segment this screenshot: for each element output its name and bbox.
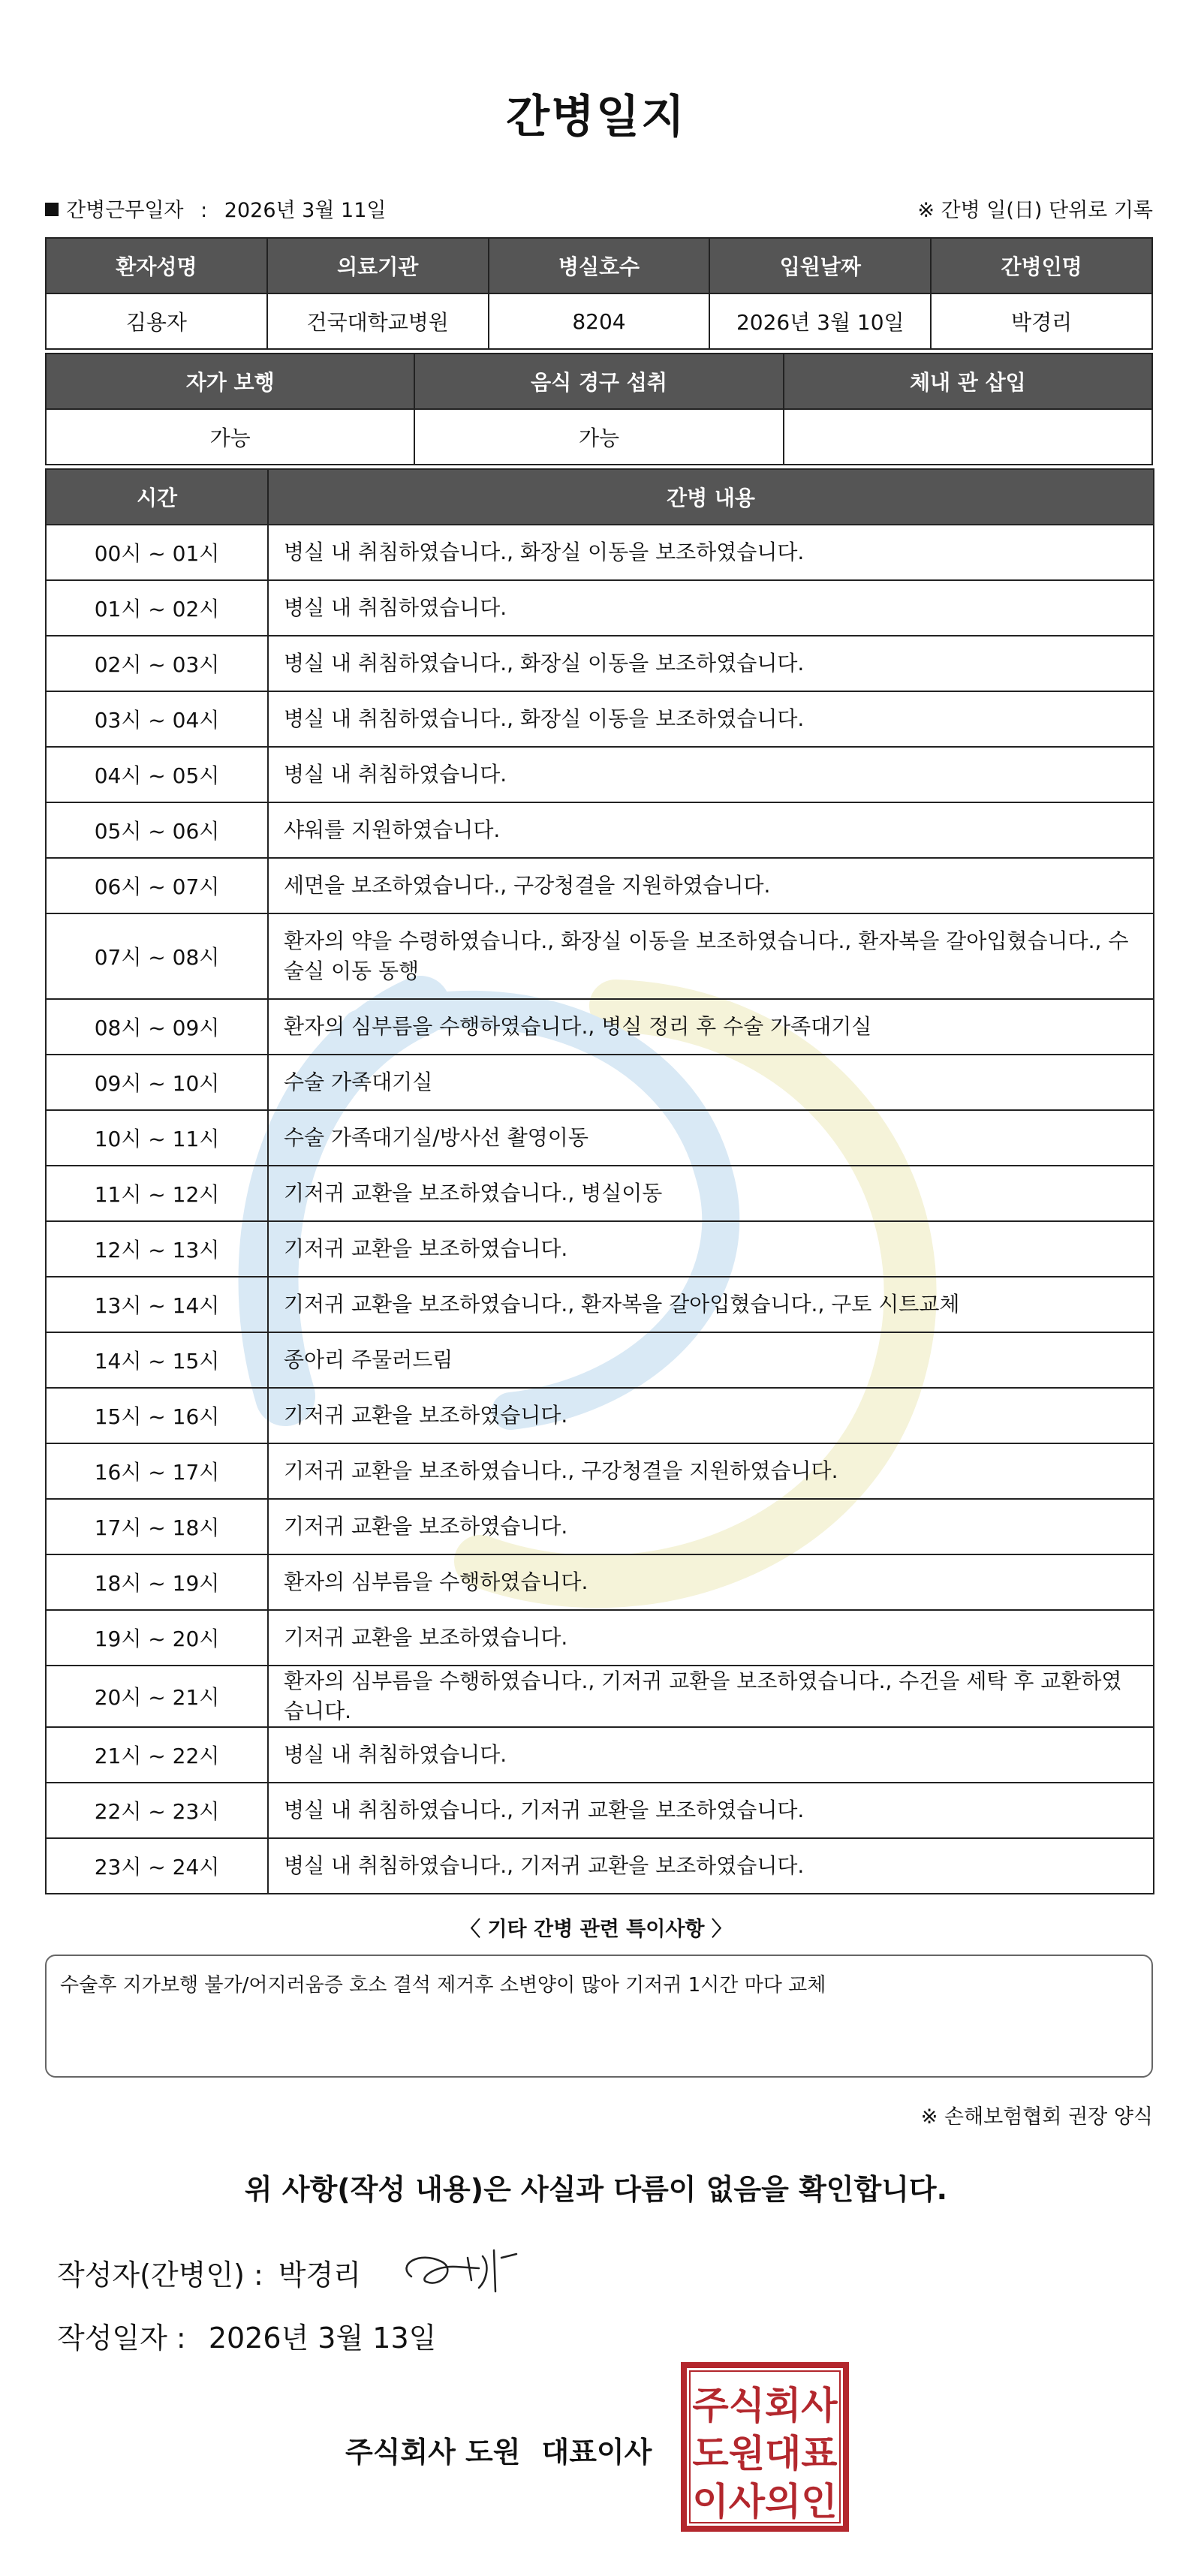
log-time: 01시 ~ 02시 [46,580,268,636]
caregiver-name: 박경리 [931,293,1152,349]
status-header: 음식 경구 섭취 [414,354,783,409]
written-date-label: 작성일자 : [57,2322,186,2355]
company-name: 주식회사 도원 [345,2436,521,2469]
log-time: 05시 ~ 06시 [46,802,268,858]
log-time: 03시 ~ 04시 [46,691,268,747]
log-time: 18시 ~ 19시 [46,1554,268,1610]
log-content: 샤워를 지원하였습니다. [268,802,1154,858]
log-time: 16시 ~ 17시 [46,1443,268,1499]
log-time: 21시 ~ 22시 [46,1727,268,1783]
work-date-value: 2026년 3월 11일 [224,199,387,222]
log-time: 20시 ~ 21시 [46,1666,268,1727]
patient-status-table [45,353,1153,465]
log-row [46,913,1154,999]
remarks-title: 〈 기타 간병 관련 특이사항 〉 [460,1918,732,1941]
log-time: 13시 ~ 14시 [46,1277,268,1332]
log-content: 병실 내 취침하였습니다., 화장실 이동을 보조하였습니다. [268,525,1154,580]
log-time: 19시 ~ 20시 [46,1610,268,1666]
form-note: ※ 손해보험협회 권장 양식 [920,2105,1153,2129]
work-date [45,194,386,223]
written-date-value: 2026년 3월 13일 [208,2322,437,2355]
admission-date: 2026년 3월 10일 [709,293,931,349]
log-row [46,691,1154,747]
log-content: 병실 내 취침하였습니다. [268,747,1154,802]
log-time: 04시 ~ 05시 [46,747,268,802]
log-time: 14시 ~ 15시 [46,1332,268,1388]
log-content: 병실 내 취침하였습니다. [268,1727,1154,1783]
log-row [46,747,1154,802]
log-row [46,1388,1154,1443]
unit-note: ※ 간병 일(日) 단위로 기록 [917,199,1153,222]
log-row [46,1499,1154,1554]
hospital-name: 건국대학교병원 [267,293,489,349]
log-content: 병실 내 취침하였습니다. [268,580,1154,636]
log-content: 병실 내 취침하였습니다., 기저귀 교환을 보조하였습니다. [268,1783,1154,1838]
patient-header: 환자성명 [46,238,267,293]
time-header: 시간 [46,469,268,525]
log-content: 수술 가족대기실 [268,1055,1154,1110]
log-time: 09시 ~ 10시 [46,1055,268,1110]
log-time: 08시 ~ 09시 [46,999,268,1055]
log-content: 세면을 보조하였습니다., 구강청결을 지원하였습니다. [268,858,1154,913]
patient-info-table [45,237,1153,350]
patient-header: 간병인명 [931,238,1152,293]
log-content: 기저귀 교환을 보조하였습니다., 환자복을 갈아입혔습니다., 구토 시트교체 [268,1277,1154,1332]
status-header: 자가 보행 [46,354,414,409]
company-seal [680,2361,850,2532]
log-row [46,1554,1154,1610]
log-content: 환자의 약을 수령하였습니다., 화장실 이동을 보조하였습니다., 환자복을 갈아입혔습니다., 수술실 이동 동행 [268,913,1154,999]
log-content: 환자의 심부름을 수행하였습니다. [268,1554,1154,1610]
log-time: 10시 ~ 11시 [46,1110,268,1166]
content-header: 간병 내용 [268,469,1154,525]
log-content: 환자의 심부름을 수행하였습니다., 기저귀 교환을 보조하였습니다., 수건을 세탁 후 교환하였습니다. [268,1666,1154,1727]
log-content: 기저귀 교환을 보조하였습니다. [268,1388,1154,1443]
remarks-box: 수술후 지가보행 불가/어지러움증 호소 결석 제거후 소변양이 많아 기저귀 1시간 마다 교체 [45,1955,1153,2078]
company-representative: 대표이사 [541,2436,652,2469]
log-content: 병실 내 취침하였습니다., 화장실 이동을 보조하였습니다. [268,636,1154,691]
log-content: 기저귀 교환을 보조하였습니다., 구강청결을 지원하였습니다. [268,1443,1154,1499]
patient-header: 입원날짜 [709,238,931,293]
log-row [46,1443,1154,1499]
room-number: 8204 [489,293,710,349]
log-content: 환자의 심부름을 수행하였습니다., 병실 정리 후 수술 가족대기실 [268,999,1154,1055]
log-row [46,1666,1154,1727]
log-content: 기저귀 교환을 보조하였습니다., 병실이동 [268,1166,1154,1221]
log-row [46,1221,1154,1277]
seal-text-line: 이사의인 [692,2480,838,2523]
log-content: 기저귀 교환을 보조하였습니다. [268,1221,1154,1277]
log-content: 기저귀 교환을 보조하였습니다. [268,1499,1154,1554]
log-row [46,636,1154,691]
seal-text-line: 도원대표 [692,2432,838,2475]
log-time: 12시 ~ 13시 [46,1221,268,1277]
log-time: 22시 ~ 23시 [46,1783,268,1838]
log-time: 00시 ~ 01시 [46,525,268,580]
log-content: 종아리 주물러드림 [268,1332,1154,1388]
log-row [46,802,1154,858]
log-row [46,1838,1154,1894]
patient-header: 병실호수 [489,238,710,293]
care-log-table [45,468,1154,1894]
company-line [345,2429,652,2470]
log-row [46,1166,1154,1221]
log-time: 23시 ~ 24시 [46,1838,268,1894]
log-row [46,1727,1154,1783]
patient-header: 의료기관 [267,238,489,293]
work-date-label: 간병근무일자 [66,199,184,222]
log-content: 수술 가족대기실/방사선 촬영이동 [268,1110,1154,1166]
oral-intake-status: 가능 [414,409,783,465]
log-time: 11시 ~ 12시 [46,1166,268,1221]
writer-name: 박경리 [278,2259,361,2292]
signature-image [389,2235,539,2303]
work-date-separator: : [200,199,208,222]
patient-name: 김용자 [46,293,267,349]
page-title: 간병일지 [506,91,686,143]
log-time: 17시 ~ 18시 [46,1499,268,1554]
log-content: 병실 내 취침하였습니다., 화장실 이동을 보조하였습니다. [268,691,1154,747]
log-row [46,525,1154,580]
square-bullet-icon [45,203,59,216]
log-time: 15시 ~ 16시 [46,1388,268,1443]
tube-insertion-status [784,409,1152,465]
log-content: 기저귀 교환을 보조하였습니다. [268,1610,1154,1666]
status-header: 체내 관 삽입 [784,354,1152,409]
seal-text-line: 주식회사 [692,2384,838,2427]
log-time: 07시 ~ 08시 [46,913,268,999]
walking-status: 가능 [46,409,414,465]
log-row [46,1610,1154,1666]
log-content: 병실 내 취침하였습니다., 기저귀 교환을 보조하였습니다. [268,1838,1154,1894]
confirmation-statement: 위 사항(작성 내용)은 사실과 다름이 없음을 확인합니다. [244,2173,948,2206]
log-time: 06시 ~ 07시 [46,858,268,913]
log-row [46,858,1154,913]
log-time: 02시 ~ 03시 [46,636,268,691]
written-date-line [57,2315,436,2356]
log-row [46,999,1154,1055]
log-row [46,1277,1154,1332]
log-row [46,1055,1154,1110]
writer-label: 작성자(간병인) : [57,2259,263,2292]
log-row [46,1332,1154,1388]
log-row [46,1110,1154,1166]
log-row [46,1783,1154,1838]
log-row [46,580,1154,636]
writer-line [57,2252,361,2293]
